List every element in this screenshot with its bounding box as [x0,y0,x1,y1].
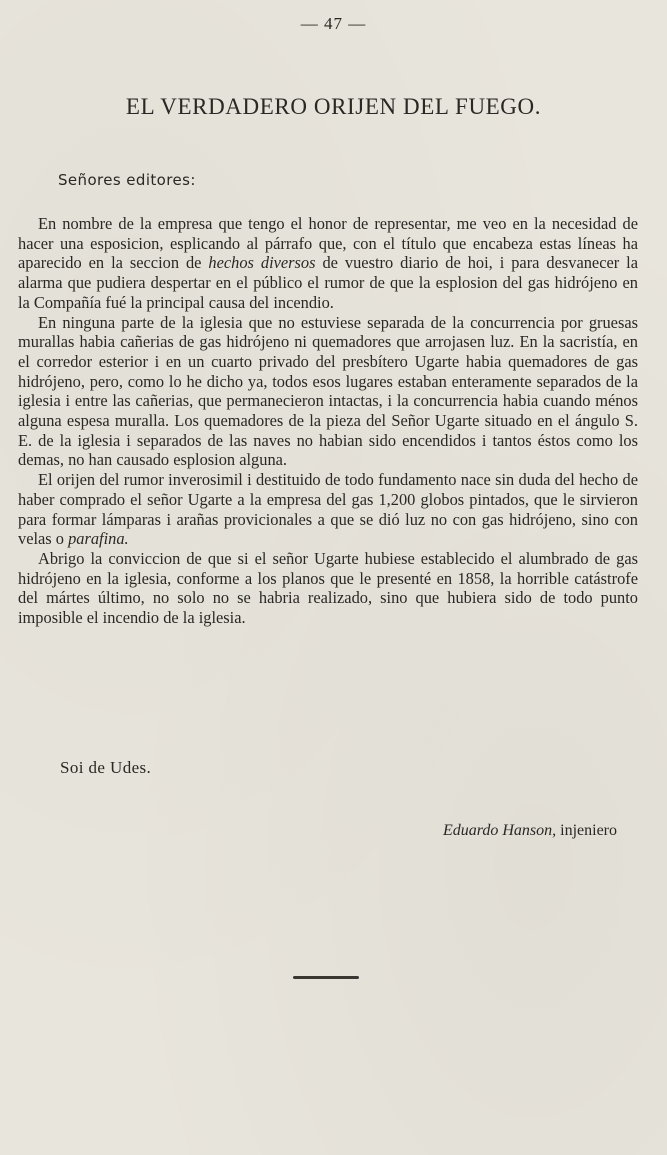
signature-name: Eduardo Hanson, [442,822,557,839]
italic-phrase: hechos diversos [208,253,316,273]
paragraph-1 [18,214,638,313]
italic-phrase: parafina. [68,529,129,549]
paragraph-text: El orijen del rumor inverosimil i destituido de todo fundamento nace sin duda del hecho de haber comprado el señor Ugarte a la empresa del gas 1,200 globos pintados, que le sirvieron para formar lámparas i arañas provicionales a que se dió luz no con gas hidrójeno, sino con velas o [18,470,638,549]
signature-role: injeniero [556,822,617,839]
paragraph-text: Abrigo la conviccion de que si el señor Ugarte hubiese establecido el alumbrado de gas hidrójeno en la iglesia, conforme a los planos que le presenté en 1858, la horrible catástrofe del mártes último, no solo no se habria realizado, sino que hubiera sido de todo punto imposible el incendio de la iglesia. [18,548,638,628]
closing-line: Soi de Udes. [60,758,152,777]
salutation: Señores editores: [58,171,196,189]
section-divider [293,976,359,979]
page-number: — 47 — [300,14,367,33]
paragraph-text: de vuestro diario de hoi, i para desvanecer la alarma que pudiera despertar en el público el rumor de que la esplosion del gas hidrójeno en la Compañía fué la principal causa del incendio. [18,253,638,312]
paragraph-text: En nombre de la empresa que tengo el honor de representar, me veo en la necesidad de hacer una esposicion, esplicando al párrafo que, con el título que encabeza estas líneas ha aparecido en la seccion de [18,214,638,273]
paragraph-text: En ninguna parte de la iglesia que no estuviese separada de la concurrencia por gruesas murallas habia cañerias de gas hidrójeno ni quemadores que arrojasen luz. En la sacristía, en el corredor esterior i en un cuarto privado del presbítero Ugarte habia quemadores de gas hidrójeno, pero, como lo he dicho ya, todos esos lugares estaban enteramente separados de la iglesia i entre las cañerias, que permanecieron intactas, i la concurrencia habia cuando ménos alguna espesa muralla. Los quemadores de la pieza del Señor Ugarte situado en el ángulo S. E. de la iglesia i separados de las naves no habian sido encendidos i tantos éstos como los demas, no han causado esplosion alguna. [18,312,638,470]
paragraph-2 [18,313,638,471]
paragraph-3 [18,470,638,549]
signature [443,822,617,840]
letter-body [18,214,638,628]
paragraph-4 [18,549,638,628]
article-title: EL VERDADERO ORIJEN DEL FUEGO. [125,94,542,119]
